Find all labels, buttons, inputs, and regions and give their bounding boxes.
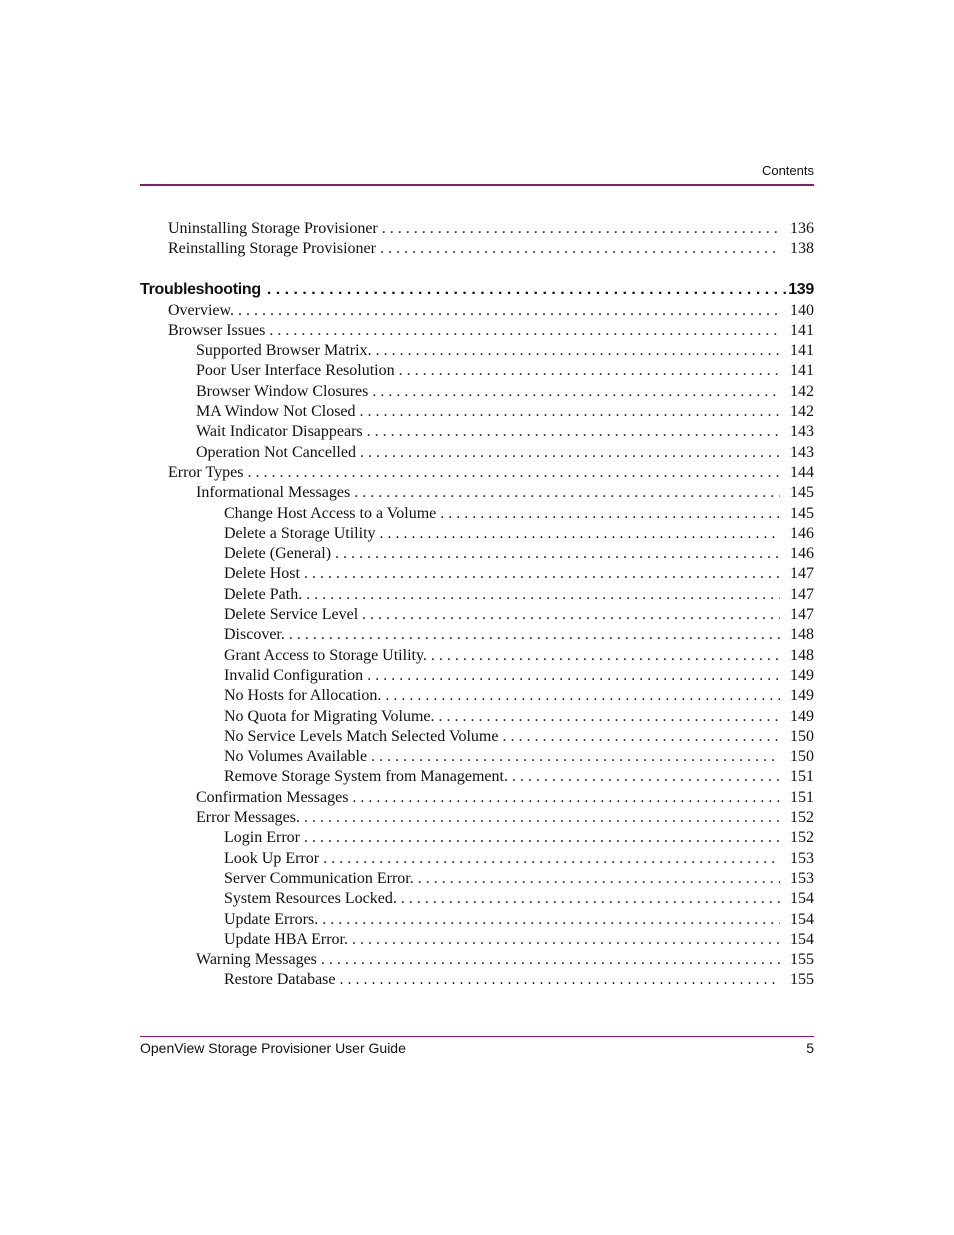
toc-entry-page: 142 — [790, 403, 814, 421]
toc-entry-page: 145 — [790, 484, 814, 502]
dot-leader — [356, 443, 780, 463]
toc-entry[interactable] — [140, 382, 814, 402]
table-of-contents — [140, 219, 814, 991]
toc-entry[interactable] — [140, 930, 814, 950]
toc-entry-page: 155 — [790, 971, 814, 989]
dot-leader — [372, 341, 780, 361]
toc-entry-page: 144 — [790, 463, 814, 481]
dot-leader — [368, 382, 780, 402]
toc-entry-page: 148 — [790, 646, 814, 664]
toc-entry[interactable] — [140, 605, 814, 625]
toc-entry[interactable] — [140, 443, 814, 463]
dot-leader — [427, 646, 780, 666]
toc-entry[interactable] — [140, 544, 814, 564]
dot-leader — [358, 605, 780, 625]
toc-entry[interactable] — [140, 686, 814, 706]
dot-leader — [350, 483, 780, 503]
toc-entry[interactable] — [140, 625, 814, 645]
toc-entry-title: Browser Window Closures — [196, 382, 369, 400]
toc-entry-page: 150 — [790, 748, 814, 766]
toc-entry-title: Update HBA Error. — [224, 930, 348, 948]
dot-leader — [261, 279, 788, 301]
dot-leader — [300, 564, 780, 584]
toc-entry[interactable] — [140, 849, 814, 869]
toc-entry[interactable] — [140, 828, 814, 848]
toc-entry[interactable] — [140, 869, 814, 889]
toc-entry[interactable] — [140, 646, 814, 666]
dot-leader — [331, 544, 780, 564]
toc-entry-list — [140, 301, 814, 991]
dot-leader — [436, 504, 780, 524]
toc-entry[interactable] — [140, 727, 814, 747]
toc-entry[interactable] — [140, 808, 814, 828]
toc-entry-title: Remove Storage System from Management. — [224, 768, 508, 786]
toc-entry[interactable] — [140, 666, 814, 686]
dot-leader — [508, 767, 780, 787]
toc-entry[interactable] — [140, 889, 814, 909]
dot-leader — [414, 869, 780, 889]
dot-leader — [376, 239, 780, 259]
toc-entry-title: Grant Access to Storage Utility. — [224, 646, 427, 664]
toc-entry[interactable] — [140, 524, 814, 544]
toc-entry-page: 136 — [790, 220, 814, 237]
toc-entry-page: 150 — [790, 727, 814, 745]
dot-leader — [363, 666, 780, 686]
toc-entry-page: 153 — [790, 869, 814, 887]
toc-entry-title: Delete Path. — [224, 585, 303, 603]
toc-entry-page: 143 — [790, 423, 814, 441]
toc-entry-page: 151 — [790, 768, 814, 786]
dot-leader — [348, 788, 780, 808]
dot-leader — [381, 686, 780, 706]
toc-entry-title: Delete Service Level — [224, 606, 359, 624]
toc-entry-title: Update Errors. — [224, 910, 319, 928]
toc-entry-title: Error Messages. — [196, 809, 300, 827]
toc-entry-title: Wait Indicator Disappears — [196, 423, 363, 441]
toc-entry-title: Warning Messages — [196, 951, 317, 969]
toc-entry[interactable] — [140, 767, 814, 787]
toc-entry[interactable] — [140, 707, 814, 727]
toc-chapter-title: Troubleshooting — [140, 280, 261, 298]
dot-leader — [318, 910, 780, 930]
toc-entry-title: MA Window Not Closed — [196, 403, 356, 421]
dot-leader — [243, 463, 780, 483]
page-footer — [140, 1040, 814, 1056]
toc-entry-page: 141 — [790, 321, 814, 339]
toc-entry-page: 146 — [790, 524, 814, 542]
toc-entry-title: Confirmation Messages — [196, 788, 349, 806]
toc-entry-page: 141 — [790, 362, 814, 380]
dot-leader — [234, 301, 780, 321]
toc-entry-title: No Service Levels Match Selected Volume — [224, 727, 499, 745]
dot-leader — [367, 747, 780, 767]
footer-rule — [140, 1036, 814, 1037]
dot-leader — [302, 585, 780, 605]
toc-entry[interactable] — [140, 788, 814, 808]
dot-leader — [356, 402, 780, 422]
toc-entry[interactable] — [140, 402, 814, 422]
toc-entry-page: 147 — [790, 606, 814, 624]
toc-entry-page: 138 — [790, 240, 814, 258]
toc-entry-title: Login Error — [224, 829, 300, 847]
toc-entry[interactable] — [140, 483, 814, 503]
toc-entry-page: 143 — [790, 443, 814, 461]
toc-entry-title: System Resources Locked. — [224, 890, 397, 908]
toc-entry-title: No Hosts for Allocation. — [224, 687, 382, 705]
toc-entry-page: 149 — [790, 666, 814, 684]
toc-entry-page: 154 — [790, 930, 814, 948]
toc-entry-title: Look Up Error — [224, 849, 320, 867]
toc-entry-title: Server Communication Error. — [224, 869, 414, 887]
dot-leader — [378, 219, 780, 239]
toc-entry-page: 149 — [790, 687, 814, 705]
toc-entry-page: 153 — [790, 849, 814, 867]
toc-entry-title: Supported Browser Matrix. — [196, 342, 372, 360]
dot-leader — [363, 422, 780, 442]
dot-leader — [265, 321, 780, 341]
toc-entry-page: 155 — [790, 951, 814, 969]
toc-entry-title: Restore Database — [224, 971, 336, 989]
toc-entry[interactable] — [140, 950, 814, 970]
toc-entry-page: 154 — [790, 890, 814, 908]
footer-document-title: OpenView Storage Provisioner User Guide — [140, 1040, 406, 1056]
toc-entry-title: No Quota for Migrating Volume. — [224, 707, 435, 725]
dot-leader — [348, 930, 780, 950]
dot-leader — [395, 361, 780, 381]
toc-entry[interactable] — [140, 463, 814, 483]
toc-entry[interactable] — [140, 341, 814, 361]
toc-entry-title: Informational Messages — [196, 484, 351, 502]
toc-entry-page: 154 — [790, 910, 814, 928]
toc-entry[interactable] — [140, 301, 814, 321]
toc-entry[interactable] — [140, 321, 814, 341]
toc-entry[interactable] — [140, 504, 814, 524]
toc-entry[interactable] — [140, 239, 814, 259]
page-header-label: Contents — [761, 163, 814, 178]
header-rule — [140, 184, 814, 186]
dot-leader — [498, 727, 780, 747]
toc-entry[interactable] — [140, 910, 814, 930]
toc-entry-title: Error Types — [168, 463, 244, 481]
toc-entry-page: 147 — [790, 585, 814, 603]
dot-leader — [285, 625, 780, 645]
section-spacer — [140, 260, 814, 279]
toc-entry-page: 141 — [790, 342, 814, 360]
toc-entry-page: 142 — [790, 382, 814, 400]
toc-entry-title: Delete Host — [224, 565, 300, 583]
dot-leader — [317, 950, 780, 970]
toc-entry-title: Invalid Configuration — [224, 666, 364, 684]
toc-entry-title: Reinstalling Storage Provisioner — [168, 240, 376, 258]
toc-entry[interactable] — [140, 585, 814, 605]
toc-entry[interactable] — [140, 970, 814, 990]
toc-entry-title: Delete (General) — [224, 545, 332, 563]
toc-entry-title: Overview. — [168, 301, 235, 319]
dot-leader — [435, 707, 781, 727]
toc-entry[interactable] — [140, 219, 814, 239]
toc-entry-page: 152 — [790, 809, 814, 827]
toc-entry[interactable] — [140, 361, 814, 381]
toc-entry[interactable] — [140, 564, 814, 584]
dot-leader — [300, 808, 780, 828]
toc-entry-title: Delete a Storage Utility — [224, 524, 376, 542]
toc-entry-page: 146 — [790, 545, 814, 563]
footer-page-number: 5 — [806, 1040, 814, 1056]
dot-leader — [300, 828, 780, 848]
toc-chapter-entry[interactable] — [140, 279, 814, 301]
dot-leader — [336, 970, 780, 990]
toc-entry-page: 148 — [790, 626, 814, 644]
dot-leader — [319, 849, 780, 869]
toc-entry-page: 145 — [790, 504, 814, 522]
toc-entry-page: 149 — [790, 707, 814, 725]
toc-entry[interactable] — [140, 422, 814, 442]
toc-entry-title: Uninstalling Storage Provisioner — [168, 220, 378, 237]
toc-entry-page: 140 — [790, 301, 814, 319]
toc-entry-title: Change Host Access to a Volume — [224, 504, 437, 522]
dot-leader — [397, 889, 780, 909]
toc-entry-title: No Volumes Available — [224, 748, 368, 766]
toc-entry-title: Browser Issues — [168, 321, 266, 339]
toc-entry-title: Operation Not Cancelled — [196, 443, 356, 461]
dot-leader — [376, 524, 780, 544]
toc-entry[interactable] — [140, 747, 814, 767]
toc-entry-page: 147 — [790, 565, 814, 583]
toc-entry-page: 151 — [790, 788, 814, 806]
toc-entry-page: 152 — [790, 829, 814, 847]
toc-chapter-page: 139 — [788, 280, 814, 298]
toc-entry-title: Poor User Interface Resolution — [196, 362, 395, 380]
toc-entry-title: Discover. — [224, 626, 285, 644]
